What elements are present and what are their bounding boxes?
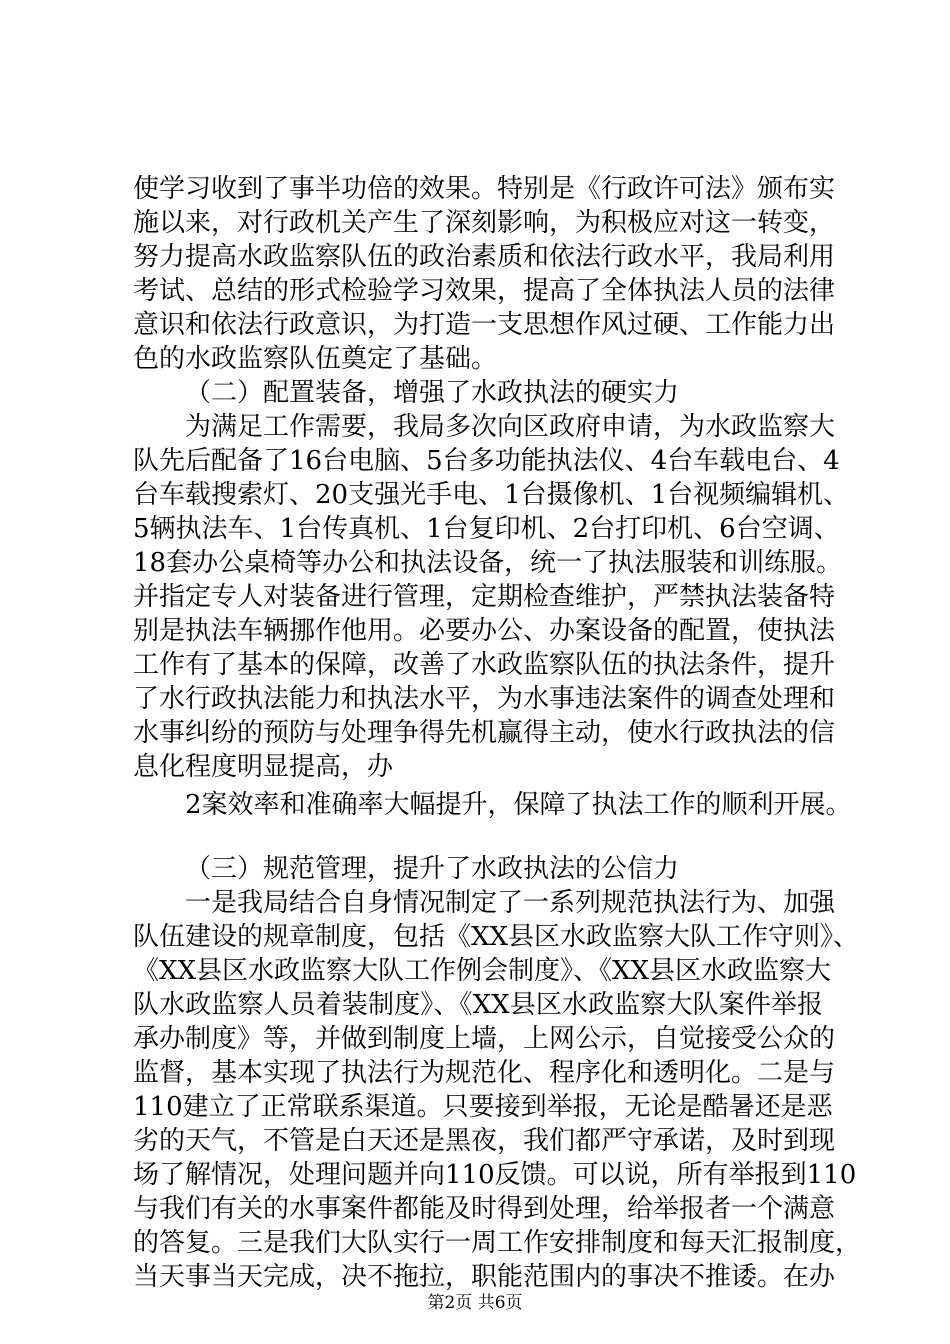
text-line-8: 为满足工作需要，我局多次向区政府申请，为水政监察大 [185,412,836,442]
text-line-23: 《XX县区水政监察大队工作例会制度》、《XX县区水政监察大 [133,956,832,986]
text-line-21: 一是我局结合自身情况制定了一系列规范执法行为、加强 [185,888,836,918]
text-line-28: 劣的天气，不管是白天还是黑夜，我们都严守承诺，及时到现 [133,1126,836,1156]
text-line-11: 5辆执法车、1台传真机、1台复印机、2台打印机、6台空调、 [133,514,840,544]
text-line-4: 考试、总结的形式检验学习效果，提高了全体执法人员的法律 [133,276,836,306]
text-line-18: 息化程度明显提高，办 [133,752,394,782]
section-heading-2: （二）配置装备，增强了水政执法的硬实力 [185,378,680,408]
text-line-1: 使学习收到了事半功倍的效果。特别是《行政许可法》颁布实 [133,174,836,204]
text-line-17: 水事纠纷的预防与处理争得先机赢得主动，使水行政执法的信 [133,718,836,748]
text-line-5: 意识和依法行政意识，为打造一支思想作风过硬、工作能力出 [133,310,836,340]
text-line-12: 18套办公桌椅等办公和执法设备，统一了执法服装和训练服。 [133,548,843,578]
text-line-13: 并指定专人对装备进行管理，定期检查维护，严禁执法装备特 [133,582,836,612]
page-number-footer: 第2页 共6页 [427,1293,523,1313]
text-line-14: 别是执法车辆挪作他用。必要办公、办案设备的配置，使执法 [133,616,836,646]
text-line-3: 努力提高水政监察队伍的政治素质和依法行政水平，我局利用 [133,242,836,272]
text-line-9: 队先后配备了16台电脑、5台多功能执法仪、4台车载电台、4 [133,446,840,476]
text-line-31: 的答复。三是我们大队实行一周工作安排制度和每天汇报制度， [133,1228,862,1258]
text-line-25: 承办制度》等，并做到制度上墙，上网公示，自觉接受公众的 [133,1024,836,1054]
text-line-26: 监督，基本实现了执法行为规范化、程序化和透明化。二是与 [133,1058,836,1088]
text-line-32: 当天事当天完成，决不拖拉，职能范围内的事决不推诿。在办 [133,1262,836,1292]
text-line-27: 110建立了正常联系渠道。只要接到举报，无论是酷暑还是恶 [133,1092,833,1122]
text-line-29: 场了解情况，处理问题并向110反馈。可以说，所有举报到110 [133,1160,857,1190]
text-line-30: 与我们有关的水事案件都能及时得到处理，给举报者一个满意 [133,1194,836,1224]
text-line-16: 了水行政执法能力和执法水平，为水事违法案件的调查处理和 [133,684,836,714]
text-line-22: 队伍建设的规章制度，包括《XX县区水政监察大队工作守则》、 [133,922,860,952]
text-line-10: 台车载搜索灯、20支强光手电、1台摄像机、1台视频编辑机、 [133,480,850,510]
text-line-6: 色的水政监察队伍奠定了基础。 [133,344,498,374]
text-line-2: 施以来，对行政机关产生了深刻影响，为积极应对这一转变， [133,208,836,238]
section-heading-3: （三）规范管理，提升了水政执法的公信力 [185,854,680,884]
text-line-15: 工作有了基本的保障，改善了水政监察队伍的执法条件，提升 [133,650,836,680]
text-line-19: 2案效率和准确率大幅提升，保障了执法工作的顺利开展。 [185,790,852,820]
text-line-24: 队水政监察人员着装制度》、《XX县区水政监察大队案件举报 [133,990,823,1020]
